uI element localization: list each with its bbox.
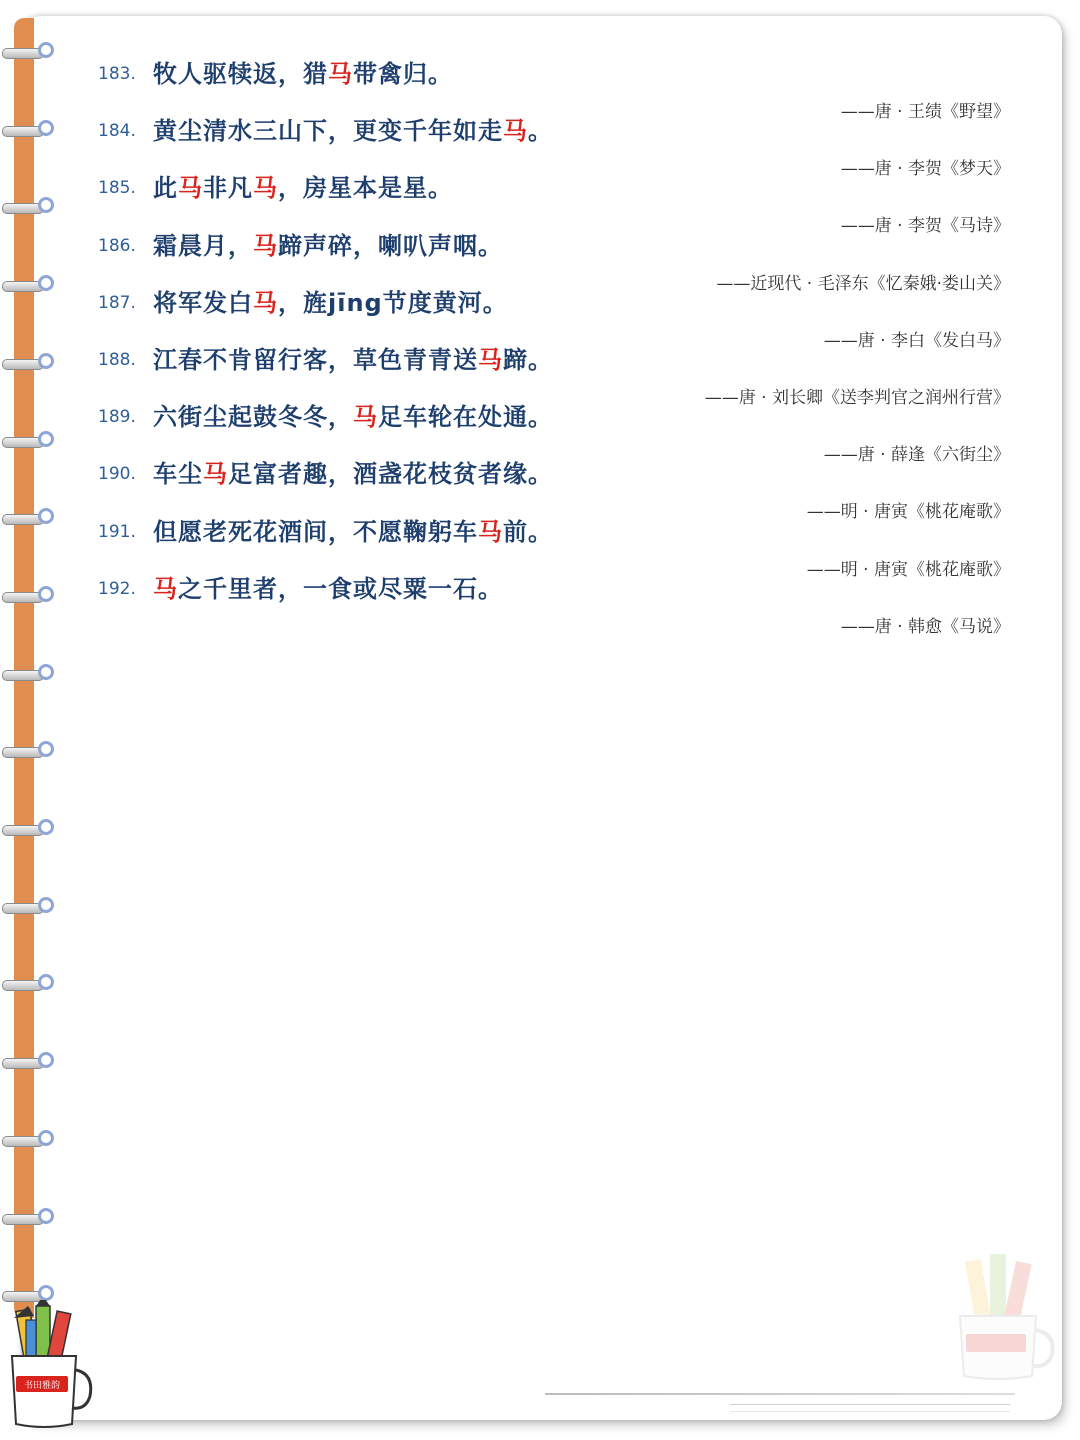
verse-row — [98, 54, 1018, 122]
logo-text: 书田雅韵 — [23, 1381, 61, 1391]
binder-ring — [2, 1130, 56, 1150]
verse-segment: 江春不肯留行客，草色青青送 — [153, 346, 478, 374]
highlighted-character: 马 — [478, 346, 503, 374]
binder-ring — [2, 42, 56, 62]
binder-ring — [2, 897, 56, 917]
binder-ring — [2, 120, 56, 140]
highlighted-character: 马 — [328, 60, 353, 88]
verse-row — [98, 397, 1018, 466]
verse-number: 187. — [98, 292, 136, 313]
verse-segment: 黄尘清水三山下，更变千年如走 — [153, 117, 503, 146]
verse-number: 192. — [98, 578, 136, 599]
binder-ring — [2, 664, 56, 684]
verse-number: 186. — [98, 235, 136, 256]
verse-segment: 。 — [528, 117, 553, 146]
highlighted-character: 马 — [178, 174, 203, 203]
verse-number: 184. — [98, 121, 136, 142]
verse-attribution: ——唐 · 李贺《马诗》 — [840, 216, 1010, 237]
verse-text — [153, 512, 553, 547]
verse-segment: 蹄声碎，喇叭声咽。 — [278, 231, 503, 260]
verse-segment: 六街尘起鼓冬冬， — [153, 403, 353, 432]
verse-segment: 牧人驱犊返，猎 — [153, 60, 328, 88]
highlighted-character: 马 — [478, 517, 503, 546]
verse-row — [98, 512, 1018, 580]
verse-attribution: ——唐 · 李贺《梦天》 — [840, 159, 1010, 180]
verse-number: 191. — [98, 521, 136, 542]
binder-ring — [2, 508, 56, 528]
highlighted-character: 马 — [503, 117, 528, 146]
verse-attribution: ——近现代 · 毛泽东《忆秦娥·娄山关》 — [716, 273, 1010, 294]
verse-segment: 足富者趣，酒盏花枝贫者缘。 — [228, 460, 553, 489]
verse-row — [98, 569, 1018, 637]
binder-ring — [2, 431, 56, 451]
binder-ring — [2, 1052, 56, 1072]
verse-segment: 车尘 — [153, 460, 203, 489]
verse-number: 190. — [98, 464, 136, 485]
verse-segment: 霜晨月， — [153, 231, 253, 260]
verse-text — [153, 340, 553, 375]
verse-row — [98, 111, 1018, 180]
highlighted-character: 马 — [153, 574, 178, 603]
verse-attribution: ——明 · 唐寅《桃花庵歌》 — [806, 502, 1010, 523]
verse-row — [98, 168, 1018, 237]
binder-ring — [2, 741, 56, 761]
verse-text — [153, 569, 503, 604]
verse-segment: ，旌jīng节度黄河。 — [278, 288, 508, 317]
binder-ring — [2, 1208, 56, 1228]
verse-segment: 足车轮在处通。 — [378, 403, 553, 432]
verse-attribution: ——唐 · 薛逢《六街尘》 — [823, 445, 1010, 466]
verse-segment: 此 — [153, 174, 178, 203]
verse-segment: 之千里者，一食或尽粟一石。 — [178, 574, 503, 603]
highlighted-character: 马 — [353, 403, 378, 432]
verse-number: 183. — [98, 64, 136, 84]
verse-segment: 非凡 — [203, 174, 253, 203]
verse-attribution: ——唐 · 韩愈《马说》 — [840, 616, 1010, 637]
verse-attribution: ——唐 · 王绩《野望》 — [840, 102, 1010, 122]
verse-segment: 但愿老死花酒间，不愿鞠躬车 — [153, 517, 478, 546]
verse-row — [98, 283, 1018, 351]
verse-text — [153, 454, 553, 489]
verse-number: 185. — [98, 178, 136, 199]
verse-segment: ，房星本是星。 — [278, 174, 453, 203]
binder-ring — [2, 275, 56, 295]
verse-attribution: ——唐 · 刘长卿《送李判官之润州行营》 — [704, 388, 1010, 408]
verse-segment: 带禽归。 — [353, 60, 453, 88]
binder-ring — [2, 974, 56, 994]
highlighted-character: 马 — [253, 174, 278, 203]
binder-ring — [2, 197, 56, 217]
verse-segment: 将军发白 — [153, 288, 253, 317]
verse-segment: 蹄。 — [503, 346, 553, 374]
highlighted-character: 马 — [203, 460, 228, 489]
verse-row — [98, 340, 1018, 408]
verse-number: 188. — [98, 350, 136, 370]
verse-row — [98, 226, 1018, 294]
verse-text — [153, 54, 453, 89]
footer-rule — [545, 1393, 1015, 1395]
binder-ring — [2, 586, 56, 606]
pencil-cup-logo-icon — [4, 1300, 96, 1432]
pencil-cup-watermark-icon — [950, 1250, 1060, 1380]
verse-text — [153, 283, 508, 318]
verse-segment: 前。 — [503, 517, 553, 546]
binder-ring — [2, 353, 56, 373]
verse-text — [153, 397, 553, 432]
verse-attribution: ——唐 · 李白《发白马》 — [823, 330, 1010, 351]
verse-text — [153, 168, 453, 203]
footer-rule-secondary — [730, 1404, 1010, 1412]
highlighted-character: 马 — [253, 231, 278, 260]
verse-text — [153, 226, 503, 261]
verse-text — [153, 111, 553, 146]
verse-row — [98, 454, 1018, 523]
highlighted-character: 马 — [253, 288, 278, 317]
verse-number: 189. — [98, 407, 136, 428]
verse-attribution: ——明 · 唐寅《桃花庵歌》 — [806, 559, 1010, 580]
binder-ring — [2, 819, 56, 839]
